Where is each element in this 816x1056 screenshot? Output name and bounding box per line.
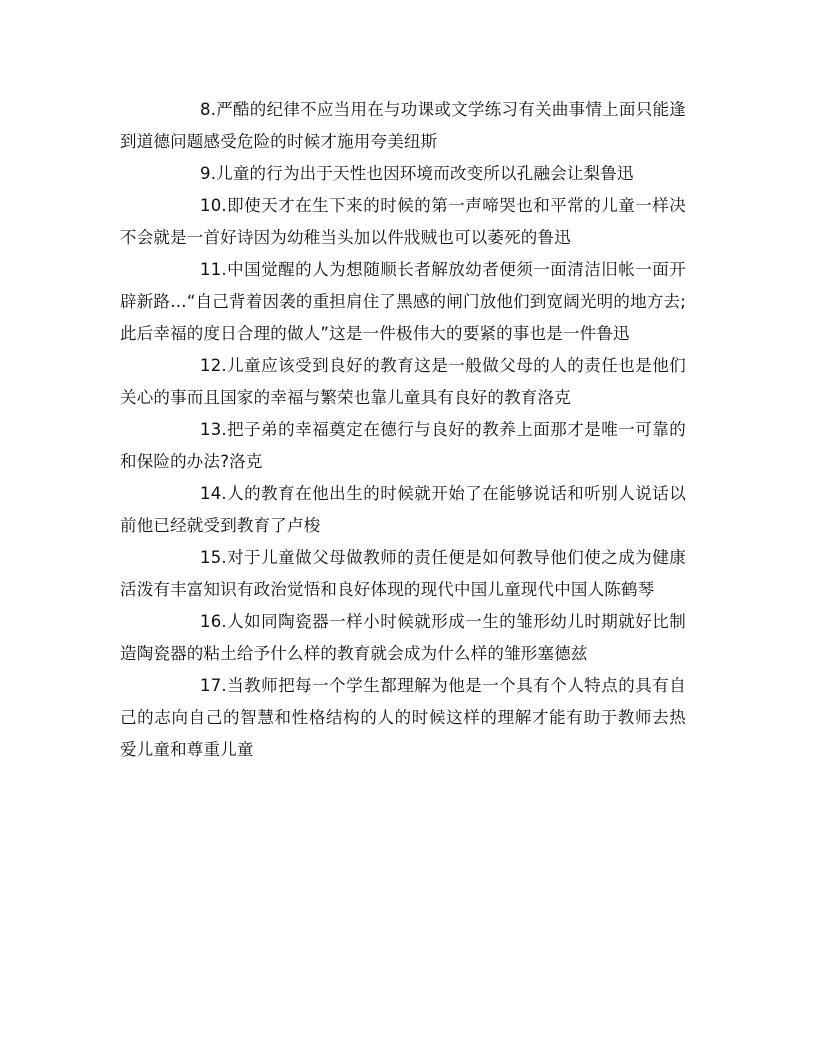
quote-list — [120, 94, 686, 766]
quote-paragraph-14: 14.人的教育在他出生的时候就开始了在能够说话和听别人说话以前他已经就受到教育了卢梭 — [120, 484, 686, 535]
quote-paragraph-13: 13.把子弟的幸福奠定在德行与良好的教养上面那才是唯一可靠的和保险的办法?洛克 — [120, 420, 686, 471]
quote-paragraph-12: 12.儿童应该受到良好的教育这是一般做父母的人的责任也是他们关心的事而且国家的幸福与繁荣也靠儿童具有良好的教育洛克 — [120, 356, 686, 407]
quote-paragraph-15: 15.对于儿童做父母做教师的责任便是如何教导他们使之成为健康活泼有丰富知识有政治觉悟和良好体现的现代中国儿童现代中国人陈鹤琴 — [120, 548, 686, 599]
quote-paragraph-17: 17.当教师把每一个学生都理解为他是一个具有个人特点的具有自己的志向自己的智慧和性格结构的人的时候这样的理解才能有助于教师去热爱儿童和尊重儿童 — [120, 676, 686, 759]
quote-paragraph-16: 16.人如同陶瓷器一样小时候就形成一生的雏形幼儿时期就好比制造陶瓷器的粘土给予什么样的教育就会成为什么样的雏形塞德兹 — [120, 612, 686, 663]
quote-paragraph-10: 10.即使天才在生下来的时候的第一声啼哭也和平常的儿童一样决不会就是一首好诗因为幼稚当头加以件戕贼也可以萎死的鲁迅 — [120, 196, 686, 247]
quote-paragraph-11: 11.中国觉醒的人为想随顺长者解放幼者便须一面清洁旧帐一面开辟新路…“自己背着因袭的重担肩住了黑感的闸门放他们到宽阔光明的地方去;此后幸福的度日合理的做人”这是一件极伟大的要紧的事也是一件鲁迅 — [120, 260, 686, 343]
quote-paragraph-8: 8.严酷的纪律不应当用在与功课或文学练习有关曲事情上面只能逢到道德问题感受危险的时候才施用夸美纽斯 — [120, 100, 686, 151]
quote-paragraph-9: 9.儿童的行为出于天性也因环境而改变所以孔融会让梨鲁迅 — [200, 164, 634, 183]
